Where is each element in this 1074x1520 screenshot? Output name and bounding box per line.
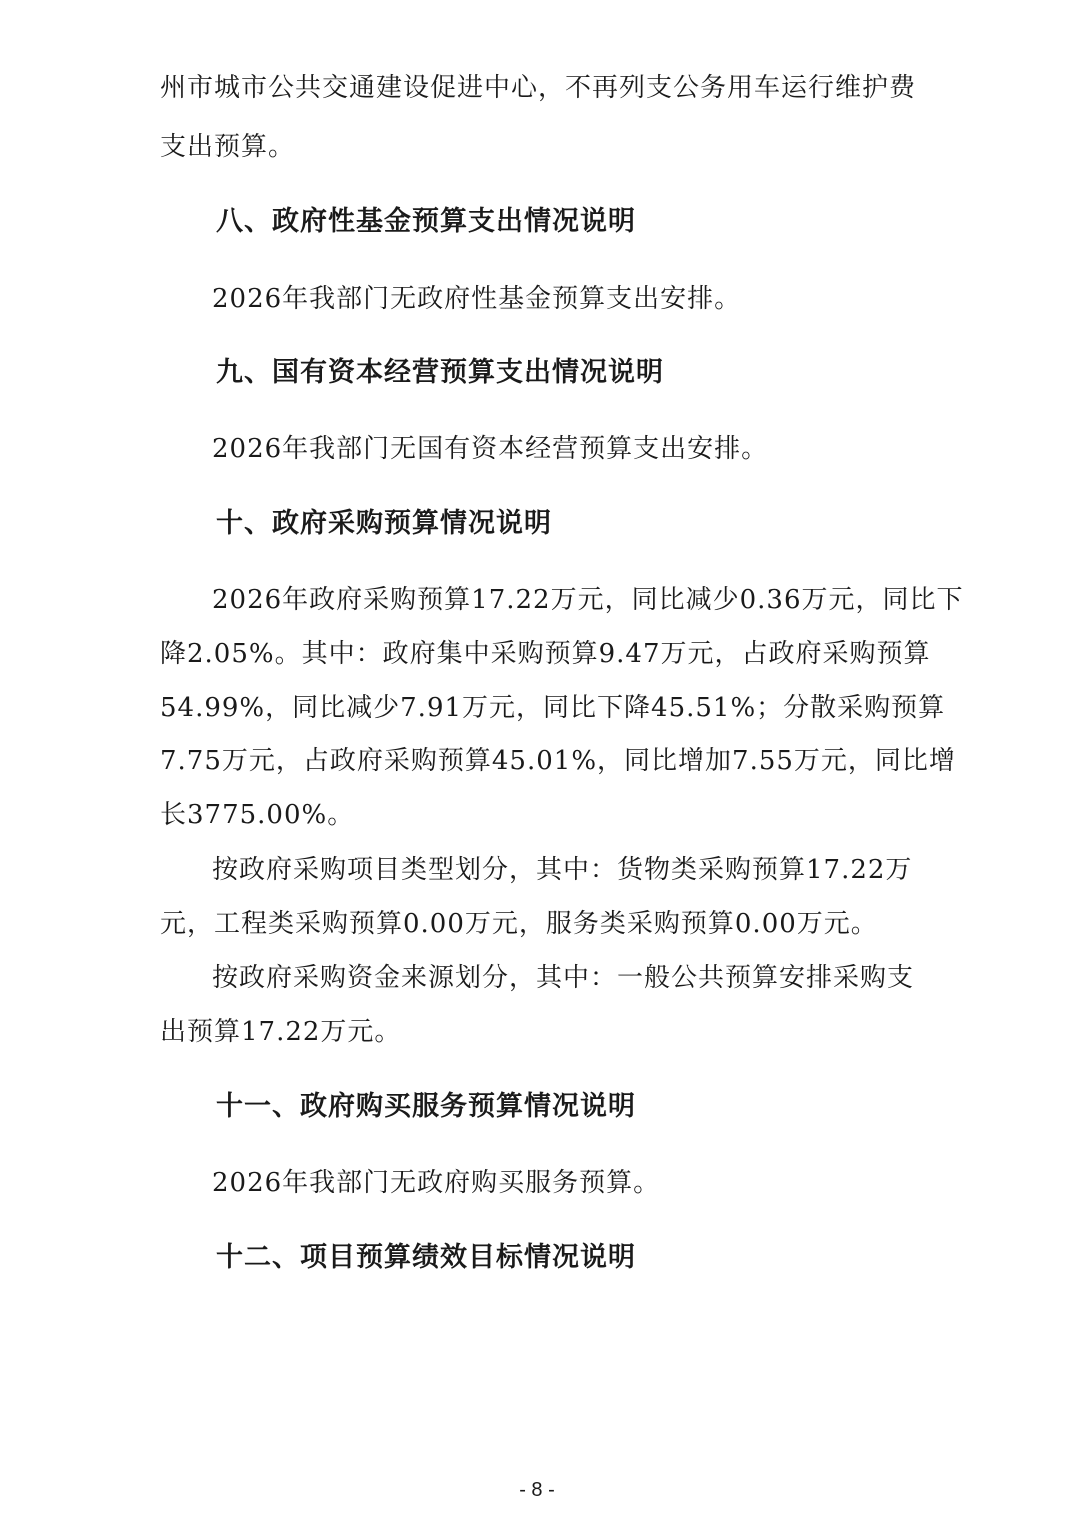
carry-over-line-1: 州市城市公共交通建设促进中心，不再列支公务用车运行维护费 [160,73,917,103]
section-10-heading: 十、政府采购预算情况说明 [216,508,552,539]
section-10-para3-line-1: 按政府采购资金来源划分，其中：一般公共预算安排采购支 [212,963,915,993]
section-10-para1-line-5: 长3775.00%。 [160,800,355,830]
section-10-para3-line-2: 出预算17.22万元。 [160,1017,402,1047]
section-10-para1-line-4: 7.75万元，占政府采购预算45.01%，同比增加7.55万元，同比增 [160,746,956,776]
section-11-paragraph: 2026年我部门无政府购买服务预算。 [212,1168,661,1198]
section-10-para1-line-3: 54.99%，同比减少7.91万元，同比下降45.51%；分散采购预算 [160,693,946,723]
section-12-heading: 十二、项目预算绩效目标情况说明 [216,1242,636,1273]
section-11-heading: 十一、政府购买服务预算情况说明 [216,1091,636,1122]
carry-over-line-2: 支出预算。 [160,132,296,162]
section-10-para1-line-2: 降2.05%。其中：政府集中采购预算9.47万元，占政府采购预算 [160,639,931,669]
section-9-heading: 九、国有资本经营预算支出情况说明 [216,357,664,388]
section-9-paragraph: 2026年我部门无国有资本经营预算支出安排。 [212,434,769,464]
section-8-heading: 八、政府性基金预算支出情况说明 [216,206,636,237]
section-8-paragraph: 2026年我部门无政府性基金预算支出安排。 [212,284,742,314]
section-10-para1-line-1: 2026年政府采购预算17.22万元，同比减少0.36万元，同比下 [212,585,964,615]
section-10-para2-line-2: 元，工程类采购预算0.00万元，服务类采购预算0.00万元。 [160,909,878,939]
section-10-para2-line-1: 按政府采购项目类型划分，其中：货物类采购预算17.22万 [212,855,913,885]
page-number: - 8 - [519,1479,555,1501]
